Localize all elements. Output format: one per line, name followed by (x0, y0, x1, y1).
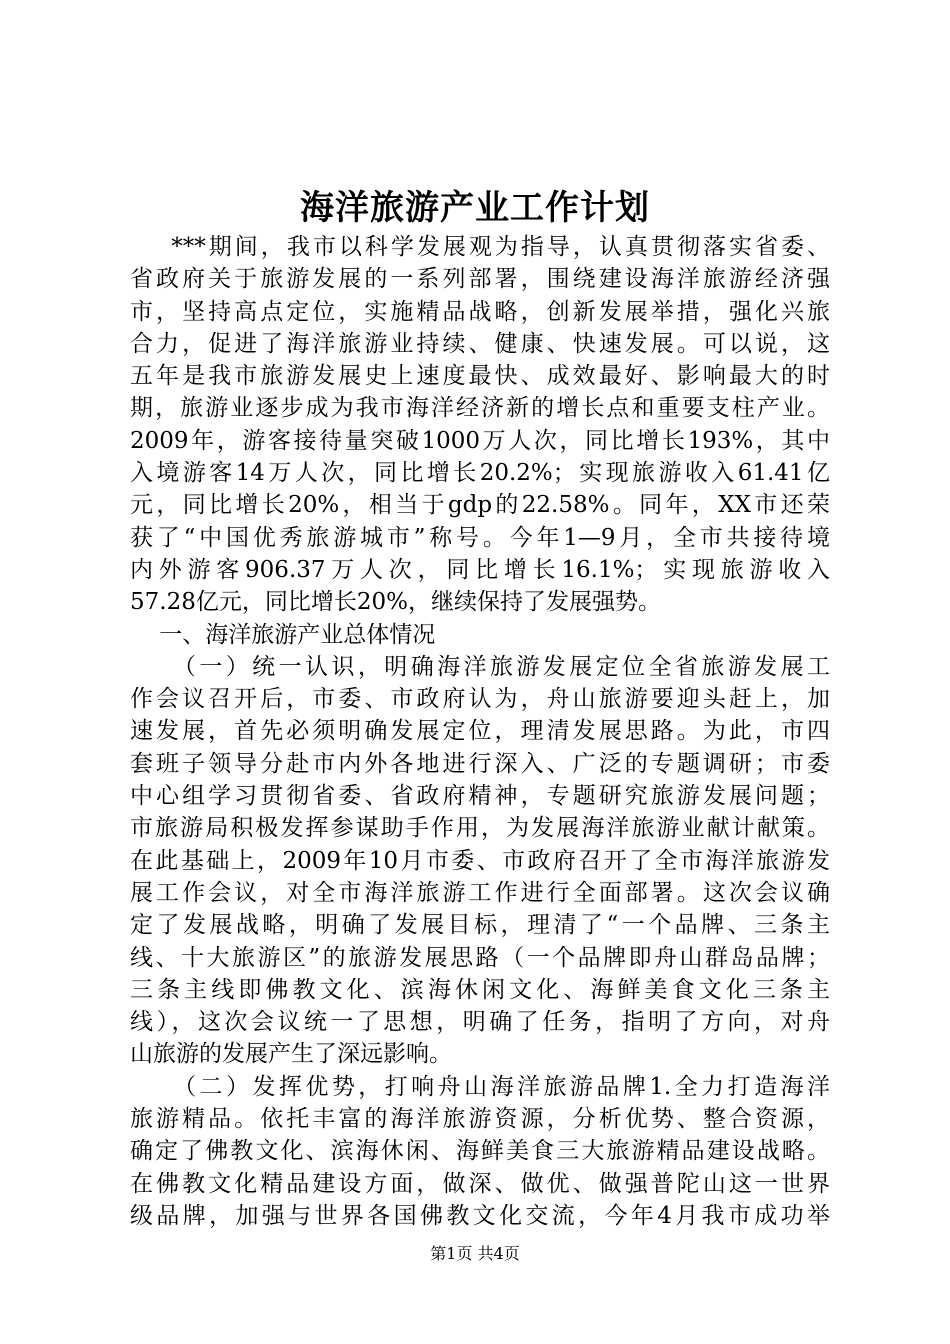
text-line: 57.28亿元，同比增长20%，继续保持了发展强势。 (130, 589, 661, 616)
text-line: 在佛教文化精品建设方面，做深、做优、做强普陀山这一世界 (130, 1170, 830, 1197)
text-line: 山旅游的发展产生了深远影响。 (130, 1041, 452, 1068)
text-line: 五年是我市旅游发展史上速度最快、成效最好、影响最大的时 (130, 363, 830, 390)
text-line: 定了发展战略，明确了发展目标，理清了“一个品牌、三条主 (130, 912, 830, 939)
text-line: （一）统一认识，明确海洋旅游发展定位全省旅游发展工 (130, 653, 830, 680)
text-line: 旅游精品。依托丰富的海洋旅游资源，分析优势、整合资源， (130, 1106, 830, 1133)
text-line: 市，坚持高点定位，实施精品战略，创新发展举措，强化兴旅 (130, 298, 830, 325)
text-line: 市旅游局积极发挥参谋助手作用，为发展海洋旅游业献计献策。 (130, 815, 830, 842)
text-line: 2009年，游客接待量突破1000万人次，同比增长193%，其中 (130, 427, 830, 454)
text-line: 内外游客906.37万人次，同比增长16.1%；实现旅游收入 (130, 556, 830, 583)
text-line: 中心组学习贯彻省委、省政府精神，专题研究旅游发展问题； (130, 783, 830, 810)
text-line: 作会议召开后，市委、市政府认为，舟山旅游要迎头赶上，加 (130, 686, 830, 713)
text-line: 速发展，首先必须明确发展定位，理清发展思路。为此，市四 (130, 718, 830, 745)
text-line: 线），这次会议统一了思想，明确了任务，指明了方向，对舟 (130, 1009, 830, 1036)
page-footer: 第1页 共4页 (430, 1244, 520, 1263)
text-line: 期，旅游业逐步成为我市海洋经济新的增长点和重要支柱产业。 (130, 395, 830, 422)
text-line: 省政府关于旅游发展的一系列部署，围绕建设海洋旅游经济强 (130, 266, 830, 293)
text-line: 获了“中国优秀旅游城市”称号。今年1—9月，全市共接待境 (130, 524, 830, 551)
text-line: 套班子领导分赴市内外各地进行深入、广泛的专题调研；市委 (130, 750, 830, 777)
text-line: 元，同比增长20%，相当于gdp的22.58%。同年，XX市还荣 (130, 492, 830, 519)
text-line: 展工作会议，对全市海洋旅游工作进行全面部署。这次会议确 (130, 879, 830, 906)
text-line: ***期间，我市以科学发展观为指导，认真贯彻落实省委、 (130, 234, 830, 260)
text-line: 级品牌，加强与世界各国佛教文化交流，今年4月我市成功举 (130, 1202, 830, 1229)
text-line: 线、十大旅游区”的旅游发展思路（一个品牌即舟山群岛品牌； (130, 944, 830, 971)
text-line: 在此基础上，2009年10月市委、市政府召开了全市海洋旅游发 (130, 847, 830, 874)
text-line: 入境游客14万人次，同比增长20.2%；实现旅游收入61.41亿 (130, 460, 830, 487)
document-body (130, 231, 830, 1232)
text-line: 三条主线即佛教文化、滨海休闲文化、海鲜美食文化三条主 (130, 976, 830, 1003)
document-title: 海洋旅游产业工作计划 (300, 188, 650, 228)
text-line: 确定了佛教文化、滨海休闲、海鲜美食三大旅游精品建设战略。 (130, 1138, 830, 1165)
text-line: 一、海洋旅游产业总体情况 (130, 621, 436, 648)
text-line: （二）发挥优势，打响舟山海洋旅游品牌1.全力打造海洋 (130, 1073, 830, 1100)
text-line: 合力，促进了海洋旅游业持续、健康、快速发展。可以说，这 (130, 330, 830, 357)
